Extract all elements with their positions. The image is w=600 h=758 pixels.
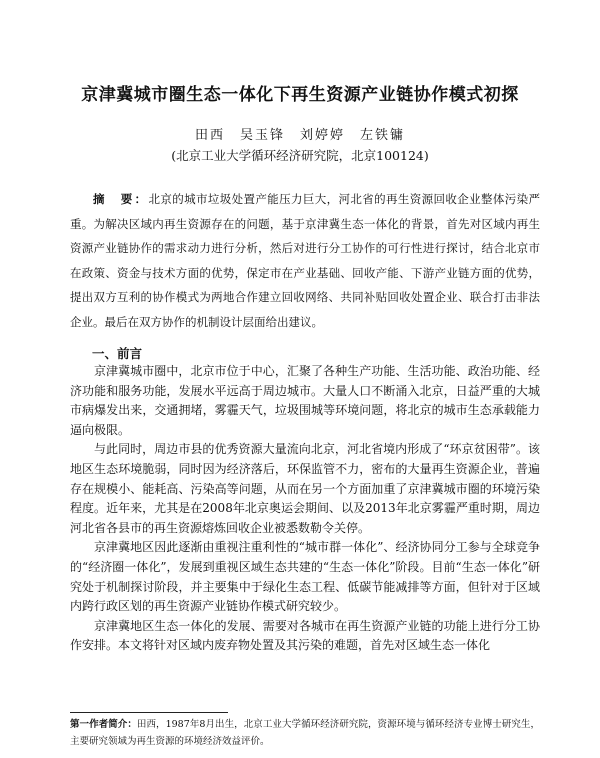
paragraph-3: 京津冀地区因此逐渐由重视注重利性的“城市群一体化”、经济协同分工参与全球竞争的“经济圈一体化”，发展到重视区域生态共建的“生态一体化”阶段。目前“生态一体化”研究处于机制探讨阶段，并主要集中于绿化生态工程、低碳节能减排等方面，但针对于区域内跨行政区划的再生资源产业链协作模式研究较少。 [70,540,540,614]
author-list: 田西 吴玉锋 刘婷婷 左铁镛 [194,128,405,143]
footnote-text: 田西，1987年8月出生，北京工业大学循环经济研究院，资源环境与循环经济专业博士研究生，主要研究领域为再生资源的环境经济效益评价。 [70,719,540,747]
abstract [70,187,540,334]
abstract-text: 北京的城市垃圾处置产能压力巨大，河北省的再生资源回收企业整体污染严重。为解决区域内再生资源存在的问题，基于京津冀生态一体化的背景，首先对区域内再生资源产业链协作的需求动力进行分析，然后对进行分工协作的可行性进行探讨，结合北京市在政策、资金与技术方面的优势，保定市在产业基础、回收产能、下游产业链方面的优势，提出双方互利的协作模式为两地合作建立回收网络、共同补贴回收处置企业、联合打击非法企业。最后在双方协作的机制设计层面给出建议。 [70,192,540,329]
paragraph-4: 京津冀地区生态一体化的发展、需要对各城市在再生资源产业链的功能上进行分工协作安排。本文将针对区域内废弃物处置及其污染的难题，首先对区域生态一体化 [70,618,540,653]
paragraph-2: 与此同时，周边市县的优秀资源大量流向北京，河北省境内形成了“环京贫困带”。该地区生态环境脆弱，同时因为经济落后，环保监管不力，密布的大量再生资源企业，普遍存在规模小、能耗高、污染高等问题，从而在另一个方面加重了京津冀城市圈的环境污染程度。近年来，尤其是在2008年北京奥运会期间、以及2013年北京雾霾严重时期，周边河北省各县市的再生资源熔炼回收企业被悉数勒令关停。 [70,442,540,535]
footnote [70,716,540,750]
body-text [70,362,540,656]
section-heading-introduction: 一、前言 [92,346,143,361]
paper-title: 京津冀城市圈生态一体化下再生资源产业链协作模式初探 [81,85,519,105]
affiliation: (北京工业大学循环经济研究院，北京100124) [171,148,429,163]
footnote-divider [70,712,228,713]
paragraph-1: 京津冀城市圈中，北京市位于中心，汇聚了各种生产功能、生活功能、政治功能、经济功能和服务功能，发展水平远高于周边城市。大量人口不断涌入北京，日益严重的大城市病爆发出来，交通拥堵，雾霾天气，垃圾围城等环境问题，将北京的城市生态承载能力逼向极限。 [70,364,540,437]
footnote-label: 第一作者简介： [70,719,137,730]
abstract-label: 摘 要： [93,192,149,206]
